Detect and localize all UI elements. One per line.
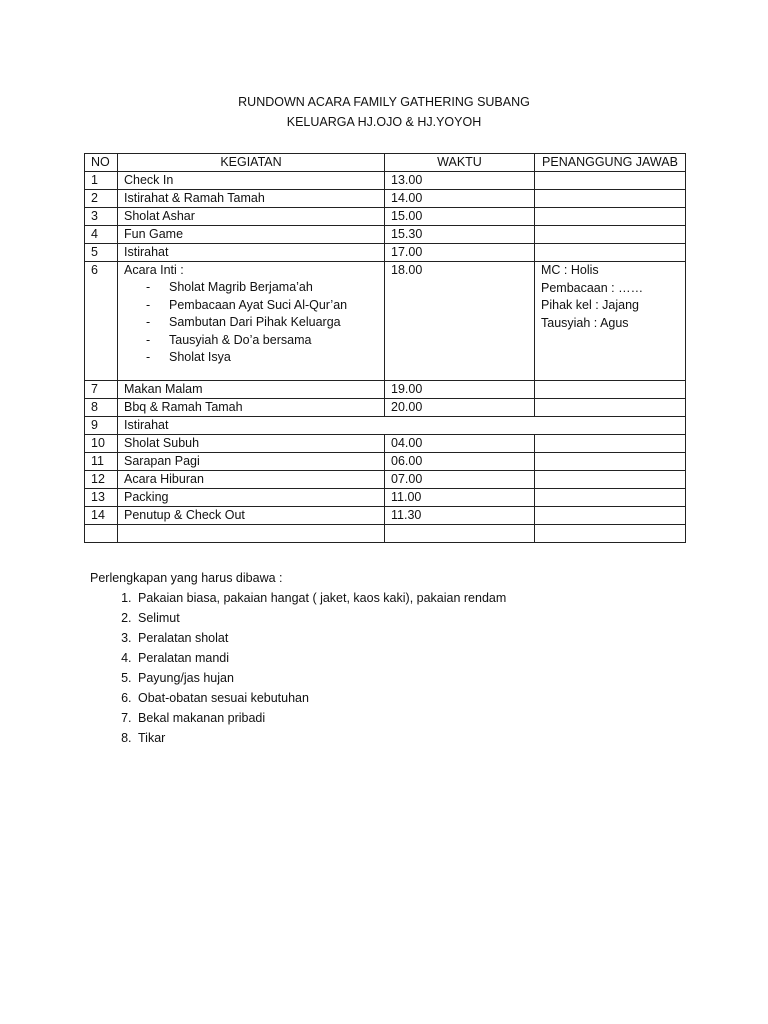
header-no: NO xyxy=(85,154,118,172)
cell-waktu: 13.00 xyxy=(385,172,535,190)
cell-penanggung-jawab xyxy=(535,489,686,507)
list-item: - Sambutan Dari Pihak Keluarga xyxy=(146,314,378,332)
sub-activity-list xyxy=(124,279,378,367)
list-item: 2. Selimut xyxy=(135,608,506,628)
cell-waktu: 04.00 xyxy=(385,435,535,453)
table-row xyxy=(85,381,686,399)
table-row xyxy=(85,208,686,226)
cell-merged: Istirahat xyxy=(118,417,686,435)
cell-waktu: 07.00 xyxy=(385,471,535,489)
cell-penanggung-jawab xyxy=(535,453,686,471)
cell-waktu: 19.00 xyxy=(385,381,535,399)
cell-waktu: 11.30 xyxy=(385,507,535,525)
table-row xyxy=(85,435,686,453)
cell-penanggung-jawab xyxy=(535,399,686,417)
equipment-title: Perlengkapan yang harus dibawa : xyxy=(90,571,283,585)
cell-no: 8 xyxy=(85,399,118,417)
cell-no: 6 xyxy=(85,262,118,381)
header-waktu: WAKTU xyxy=(385,154,535,172)
cell-waktu: 18.00 xyxy=(385,262,535,381)
pj-line: Tausyiah : Agus xyxy=(541,315,629,330)
cell-kegiatan: Fun Game xyxy=(118,226,385,244)
cell-kegiatan xyxy=(118,262,385,381)
cell-no: 2 xyxy=(85,190,118,208)
cell-waktu: 11.00 xyxy=(385,489,535,507)
list-item: - Sholat Isya xyxy=(146,349,378,367)
table-row xyxy=(85,489,686,507)
cell-penanggung-jawab xyxy=(535,172,686,190)
cell-no: 4 xyxy=(85,226,118,244)
list-item: - Pembacaan Ayat Suci Al-Qur’an xyxy=(146,297,378,315)
cell-penanggung-jawab xyxy=(535,525,686,543)
table-row xyxy=(85,190,686,208)
list-item: 5. Payung/jas hujan xyxy=(135,668,506,688)
cell-penanggung-jawab xyxy=(535,262,686,381)
table-row xyxy=(85,417,686,435)
rundown-table xyxy=(84,153,686,543)
list-item: - Tausyiah & Do’a bersama xyxy=(146,332,378,350)
cell-waktu: 14.00 xyxy=(385,190,535,208)
table-row xyxy=(85,226,686,244)
cell-kegiatan: Sholat Subuh xyxy=(118,435,385,453)
cell-waktu: 15.30 xyxy=(385,226,535,244)
table-row xyxy=(85,172,686,190)
cell-penanggung-jawab xyxy=(535,208,686,226)
cell-no: 10 xyxy=(85,435,118,453)
table-row-empty xyxy=(85,525,686,543)
cell-kegiatan xyxy=(118,525,385,543)
list-item: 4. Peralatan mandi xyxy=(135,648,506,668)
document-title: RUNDOWN ACARA FAMILY GATHERING SUBANG xyxy=(238,95,530,109)
document-subtitle: KELUARGA HJ.OJO & HJ.YOYOH xyxy=(286,115,482,129)
list-item: 6. Obat-obatan sesuai kebutuhan xyxy=(135,688,506,708)
cell-no: 7 xyxy=(85,381,118,399)
cell-waktu: 15.00 xyxy=(385,208,535,226)
table-row xyxy=(85,471,686,489)
cell-penanggung-jawab xyxy=(535,226,686,244)
cell-penanggung-jawab xyxy=(535,244,686,262)
kegiatan-label: Acara Inti : xyxy=(124,263,184,277)
cell-no: 14 xyxy=(85,507,118,525)
cell-no: 5 xyxy=(85,244,118,262)
cell-kegiatan: Penutup & Check Out xyxy=(118,507,385,525)
cell-waktu: 20.00 xyxy=(385,399,535,417)
cell-no: 13 xyxy=(85,489,118,507)
pj-line: MC : Holis xyxy=(541,263,599,277)
header-kegiatan: KEGIATAN xyxy=(118,154,385,172)
cell-kegiatan: Bbq & Ramah Tamah xyxy=(118,399,385,417)
cell-no: 12 xyxy=(85,471,118,489)
list-item: 7. Bekal makanan pribadi xyxy=(135,708,506,728)
table-row xyxy=(85,507,686,525)
cell-kegiatan: Istirahat xyxy=(118,244,385,262)
cell-waktu xyxy=(385,525,535,543)
list-item: 3. Peralatan sholat xyxy=(135,628,506,648)
cell-penanggung-jawab xyxy=(535,507,686,525)
cell-no: 9 xyxy=(85,417,118,435)
cell-kegiatan: Check In xyxy=(118,172,385,190)
cell-no: 11 xyxy=(85,453,118,471)
cell-no xyxy=(85,525,118,543)
table-row xyxy=(85,399,686,417)
table-row xyxy=(85,244,686,262)
table-header-row xyxy=(85,154,686,172)
cell-kegiatan: Sarapan Pagi xyxy=(118,453,385,471)
cell-penanggung-jawab xyxy=(535,471,686,489)
list-item: 1. Pakaian biasa, pakaian hangat ( jaket, kaos kaki), pakaian rendam xyxy=(135,588,506,608)
header-penanggung-jawab: PENANGGUNG JAWAB xyxy=(535,154,686,172)
equipment-list xyxy=(90,588,506,748)
equipment-section xyxy=(90,568,506,748)
list-item: - Sholat Magrib Berjama’ah xyxy=(146,279,378,297)
table-row xyxy=(85,262,686,381)
cell-kegiatan: Istirahat & Ramah Tamah xyxy=(118,190,385,208)
cell-waktu: 06.00 xyxy=(385,453,535,471)
cell-penanggung-jawab xyxy=(535,381,686,399)
pj-line: Pihak kel : Jajang xyxy=(541,298,639,312)
cell-kegiatan: Makan Malam xyxy=(118,381,385,399)
cell-no: 1 xyxy=(85,172,118,190)
cell-no: 3 xyxy=(85,208,118,226)
cell-kegiatan: Packing xyxy=(118,489,385,507)
table-row xyxy=(85,453,686,471)
list-item: 8. Tikar xyxy=(135,728,506,748)
cell-penanggung-jawab xyxy=(535,190,686,208)
cell-waktu: 17.00 xyxy=(385,244,535,262)
cell-kegiatan: Sholat Ashar xyxy=(118,208,385,226)
cell-penanggung-jawab xyxy=(535,435,686,453)
pj-line: Pembacaan : …… xyxy=(541,280,644,295)
cell-kegiatan: Acara Hiburan xyxy=(118,471,385,489)
